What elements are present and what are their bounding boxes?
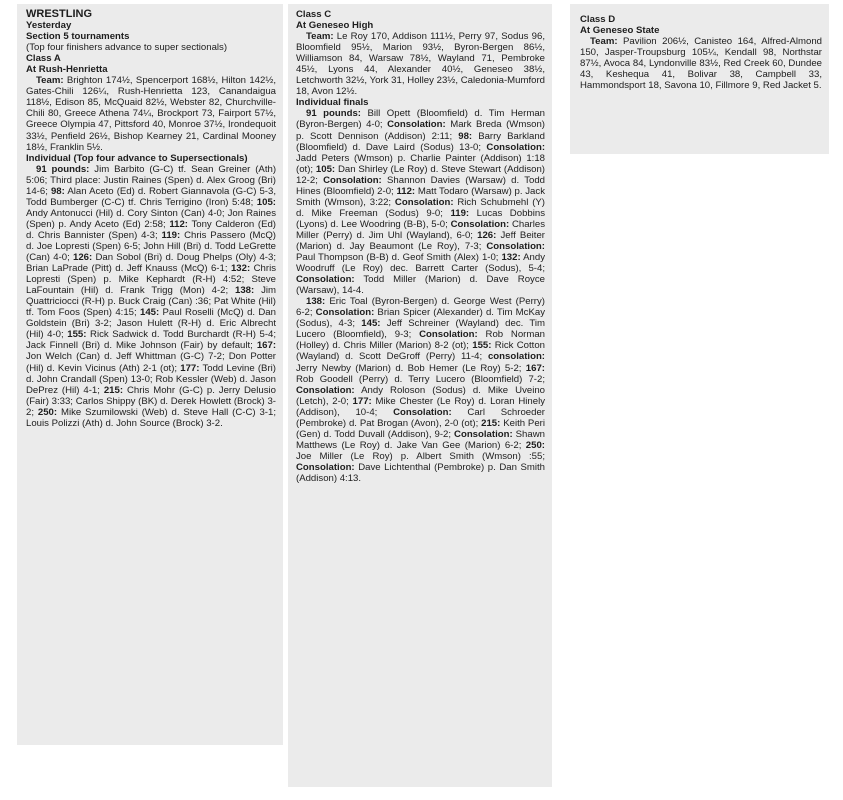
- weight-class: 177:: [352, 395, 372, 407]
- weight-result: Eric Toal (Byron-Bergen) d. George West (Perry) 6-2;: [296, 296, 545, 319]
- weight-class: 98:: [50, 185, 65, 197]
- consolation-label: Consolation:: [296, 461, 355, 473]
- day-heading: Yesterday: [26, 20, 72, 32]
- consolation-result: Brian Spicer (Alexander) d. Tim McKay (Sodus), 4-3;: [296, 307, 545, 330]
- individual-heading: Individual finals: [296, 97, 369, 109]
- weight-class: 112:: [396, 185, 416, 197]
- weight-class: 145:: [139, 307, 160, 319]
- individual-results: [296, 108, 545, 296]
- event-heading: Section 5 tournaments: [26, 31, 130, 43]
- weight-result: Mike Szumilowski (Web) d. Steve Hall (C-C) 3-1; Louis Polizzi (Ath) d. John Source (Brock) 3-2.: [26, 406, 277, 429]
- consolation-label: Consolation:: [296, 274, 355, 286]
- weight-class: 145:: [361, 318, 381, 330]
- consolation-label: Consolation:: [486, 240, 545, 252]
- consolation-result: Jerry Newby (Marion) d. Bob Hemer (Le Roy) 5-2;: [296, 362, 522, 374]
- weight-class: 132:: [230, 263, 251, 275]
- consolation-label: consolation:: [487, 351, 545, 363]
- team-scores-text: Le Roy 170, Addison 111½, Perry 97, Sodus 96, Bloomfield 95½, Marion 93½, Byron-Bergen 86½, Williamson 84, Warsaw 78½, Wayland 71, Pembroke 45½, Lyons 44, Alexander 40½, Geneseo 38½, Letchworth 32½, York 31, Holley 23½, Caledonia-Mumford 18, Avon 12½.: [296, 31, 545, 98]
- weight-result: Jim Barbito (G-C) tf. Sean Greiner (Ath) 5:06; Third place: Justin Raines (Spen) d. Alex Groog (Bri) 14-6;: [26, 163, 277, 197]
- weight-class: 177:: [180, 362, 200, 374]
- weight-result: Mike Chester (Le Roy) d. Loran Hinely (Addison), 10-4;: [296, 395, 545, 418]
- column-class-d: [570, 4, 829, 154]
- weight-result: Dan Shirley (Le Roy) d. Steve Stewart (Addison) 12-2;: [296, 163, 545, 186]
- weight-result: Jeff Schreiner (Wayland) dec. Tim Lucero (Bloomfield), 9-3;: [296, 318, 545, 341]
- consolation-result: Dave Lichtenthal (Pembroke) p. Dan Smith (Addison) 4:13.: [296, 461, 545, 484]
- consolation-result: Shawn Matthews (Le Roy) d. Jake Van Gee (Marion) 6-2;: [296, 428, 545, 451]
- consolation-result: Paul Thompson (B-B) d. Geof Smith (Alex) 1-0;: [296, 252, 499, 264]
- location-heading: At Rush-Henrietta: [26, 64, 108, 76]
- weight-class: 112:: [169, 218, 188, 230]
- weight-class: 215:: [481, 417, 501, 429]
- individual-results-continued: [296, 296, 545, 484]
- consolation-result: Mark Breda (Wmson) p. Scott Dennison (Addison) 2:11;: [296, 119, 545, 142]
- consolation-result: Charles Miller (Perry) d. Jim Uhl (Wayland), 6-0;: [296, 218, 546, 241]
- weight-class: 98:: [458, 130, 473, 142]
- individual-results: [26, 164, 276, 429]
- consolation-result: Carl Schroeder (Pembroke) d. Pat Brogan (Avon), 2-0 (ot);: [296, 406, 545, 429]
- consolation-label: Consolation:: [454, 428, 513, 440]
- weight-result: Chris Lopresti (Spen) p. Mike Kephardt (R-H) 4:52; Steve LaFountain (Hil) d. Frank Trigg (Mon) 4-2;: [26, 263, 276, 297]
- advance-note: (Top four finishers advance to super sectionals): [26, 42, 228, 54]
- weight-class: 138:: [306, 296, 326, 308]
- consolation-label: Consolation:: [419, 329, 478, 341]
- location-heading: At Geneseo High: [296, 20, 374, 32]
- weight-class: 91 pounds:: [306, 108, 361, 120]
- sport-heading: WRESTLING: [26, 8, 92, 20]
- weight-result: Keith Peri (Gen) d. Todd Duvall (Addison), 9-2;: [296, 417, 545, 440]
- consolation-label: Consolation:: [387, 119, 446, 131]
- team-scores-text: Pavilion 206½, Canisteo 164, Alfred-Almond 150, Jasper-Troupsburg 105¼, Kendall 98, Northstar 87½, Avoca 84, Lyndonville 83½, Red Creek 60, Dundee 43, Keshequa 41, Bolivar 38, Campbell 33, Hammondsport 18, Savona 10, Fillmore 9, Red Jacket 5.: [580, 36, 822, 92]
- class-heading: Class A: [26, 53, 61, 65]
- location-heading: At Geneseo State: [580, 25, 660, 37]
- weight-result: Rob Goodell (Perry) d. Terry Lucero (Bloomfield) 7-2;: [296, 373, 545, 385]
- column-class-a: [17, 4, 283, 745]
- weight-result: Dan Sobol (Bri) d. Doug Phelps (Oly) 4-3; Brian LaPrade (Pitt) d. Jeff Knauss (McQ) 6-1;: [26, 252, 276, 275]
- consolation-result: Jadd Peters (Wmson) p. Charlie Painter (Addison) 1:18 (ot);: [296, 152, 545, 175]
- consolation-result: Shannon Davies (Warsaw) d. Todd Hines (Bloomfield) 2-0;: [296, 174, 546, 197]
- weight-result: Jon Welch (Can) d. Jeff Whittman (G-C) 7-2; Don Potter (Hil) d. Kevin Vicinus (Ath) 2-1 (ot);: [26, 351, 276, 374]
- weight-result: Barry Barkland (Bloomfield) d. Dave Laird (Sodus) 13-0;: [296, 130, 546, 153]
- weight-result: Tony Calderon (Ed) d. Chris Bannister (Spen) 4-3;: [26, 218, 276, 241]
- weight-result: Jim Quattriciocci (R-H) p. Buck Craig (Can) :36; Pat White (Hil) tf. Tom Foos (Spen) 4:15;: [26, 285, 276, 319]
- team-scores: [580, 36, 822, 91]
- team-scores: [296, 31, 545, 97]
- consolation-result: Rob Norman (Holley) d. Chris Miller (Marion) 8-2 (ot);: [296, 329, 546, 352]
- weight-class: 155:: [472, 340, 492, 352]
- weight-class: 138:: [235, 285, 255, 297]
- weight-result: Matt Todaro (Warsaw) p. Jack Smith (Wmson), 3:22;: [296, 185, 545, 208]
- weight-class: 126:: [73, 252, 93, 264]
- weight-result: Todd Levine (Bri) d. John Crandall (Spen) 13-0; Rob Kessler (Web) d. Jason DePrez (Hil) 4-1;: [26, 362, 276, 396]
- weight-class: 91 pounds:: [36, 163, 90, 175]
- weight-result: Andy Woodruff (Le Roy) dec. Barrett Carter (Sodus), 5-4;: [296, 252, 545, 275]
- weight-class: 119:: [161, 229, 181, 241]
- consolation-label: Consolation:: [450, 218, 510, 230]
- team-scores-text: Brighton 174½, Spencerport 168½, Hilton 142½, Gates-Chili 126¼, Rush-Henrietta 123, Canandaigua 118½, Edison 85, McQuaid 82½, Webster 82, Churchville-Chili 80, Greece Athena 74¼, Brockport 73, Fairport 57½, Greece Olympia 47, Pittsford 40, Monroe 37½, Irondequoit 33½, Penfield 26½, Bishop Kearney 21, Cardinal Mooney 18½, Franklin 5½.: [26, 75, 277, 153]
- team-scores: [26, 75, 276, 152]
- weight-class: 105:: [256, 196, 276, 208]
- weight-result: Rick Cotton (Wayland) d. Scott DeGroff (Perry) 11-4;: [296, 340, 546, 363]
- weight-result: Alan Aceto (Ed) d. Robert Giannavola (G-C) 5-3, Todd Bumberger (C-C) tf. Chris Terrigino (Iron) 5:48;: [26, 185, 277, 208]
- team-label: Team:: [306, 31, 334, 43]
- individual-heading: Individual (Top four advance to Supersectionals): [26, 152, 248, 164]
- weight-result: Chris Mohr (G-C) p. Jerry Delusio (Fair) 3:33; Carlos Shippy (BK) d. Derek Howlett (Brock) 3-2;: [26, 384, 276, 418]
- weight-result: Chris Passero (McQ) d. Joe Lopresti (Spen) 6-5; John Hill (Bri) d. Todd LeGrette (Can) 4-0;: [26, 229, 276, 264]
- consolation-result: Todd Miller (Marion) d. Dave Royce (Warsaw), 14-4.: [296, 274, 545, 297]
- consolation-result: Rich Schubmehl (Y) d. Mike Freeman (Sodus) 9-0;: [296, 196, 546, 219]
- weight-class: 167:: [256, 340, 277, 352]
- column-class-c: [288, 4, 552, 787]
- weight-result: Andy Antonucci (Hil) d. Cory Sinton (Can) 4-0; Jon Raines (Spen) p. Andy Aceto (Ed) 2:58;: [26, 207, 276, 230]
- class-heading: Class C: [296, 9, 332, 20]
- weight-class: 250:: [37, 406, 58, 418]
- weight-result: Paul Roselli (McQ) d. Dan Goldstein (Bri) 3-2; Jason Hulett (R-H) d. Eric Albrecht (Hil) 4-0;: [26, 307, 276, 341]
- weight-result: Bill Opett (Bloomfield) d. Tim Herman (Byron-Bergen) 4-0;: [296, 108, 545, 131]
- weight-class: 215:: [103, 384, 124, 396]
- weight-class: 126:: [477, 229, 497, 241]
- consolation-result: Andy Roloson (Sodus) d. Mike Uveino (Letch), 2-0;: [296, 384, 546, 407]
- weight-class: 250:: [525, 439, 545, 451]
- weight-result: Lucas Dobbins (Lyons) d. Lee Woodring (B-B), 5-0;: [296, 207, 546, 230]
- weight-class: 132:: [501, 252, 521, 264]
- class-heading: Class D: [580, 14, 616, 25]
- consolation-label: Consolation:: [393, 406, 452, 418]
- weight-class: 119:: [450, 207, 470, 219]
- weight-result: Jeff Beiter (Marion) d. Jay Beaumont (Le Roy), 7-3;: [296, 229, 545, 252]
- weight-class: 155:: [67, 329, 87, 341]
- weight-result: Rick Sadwick d. Todd Burchardt (R-H) 5-4; Jack Finnell (Bri) d. Mike Johnson (Fair) by default;: [26, 329, 277, 352]
- consolation-label: Consolation:: [486, 141, 546, 153]
- weight-class: 105:: [315, 163, 336, 175]
- consolation-label: Consolation:: [323, 174, 382, 186]
- consolation-label: Consolation:: [315, 307, 375, 319]
- consolation-label: Consolation:: [296, 384, 355, 396]
- team-label: Team:: [36, 75, 64, 87]
- weight-result: Joe Miller (Le Roy) p. Albert Smith (Wmson) :55;: [296, 450, 545, 462]
- weight-class: 167:: [525, 362, 545, 374]
- team-label: Team:: [590, 36, 618, 48]
- consolation-label: Consolation:: [394, 196, 454, 208]
